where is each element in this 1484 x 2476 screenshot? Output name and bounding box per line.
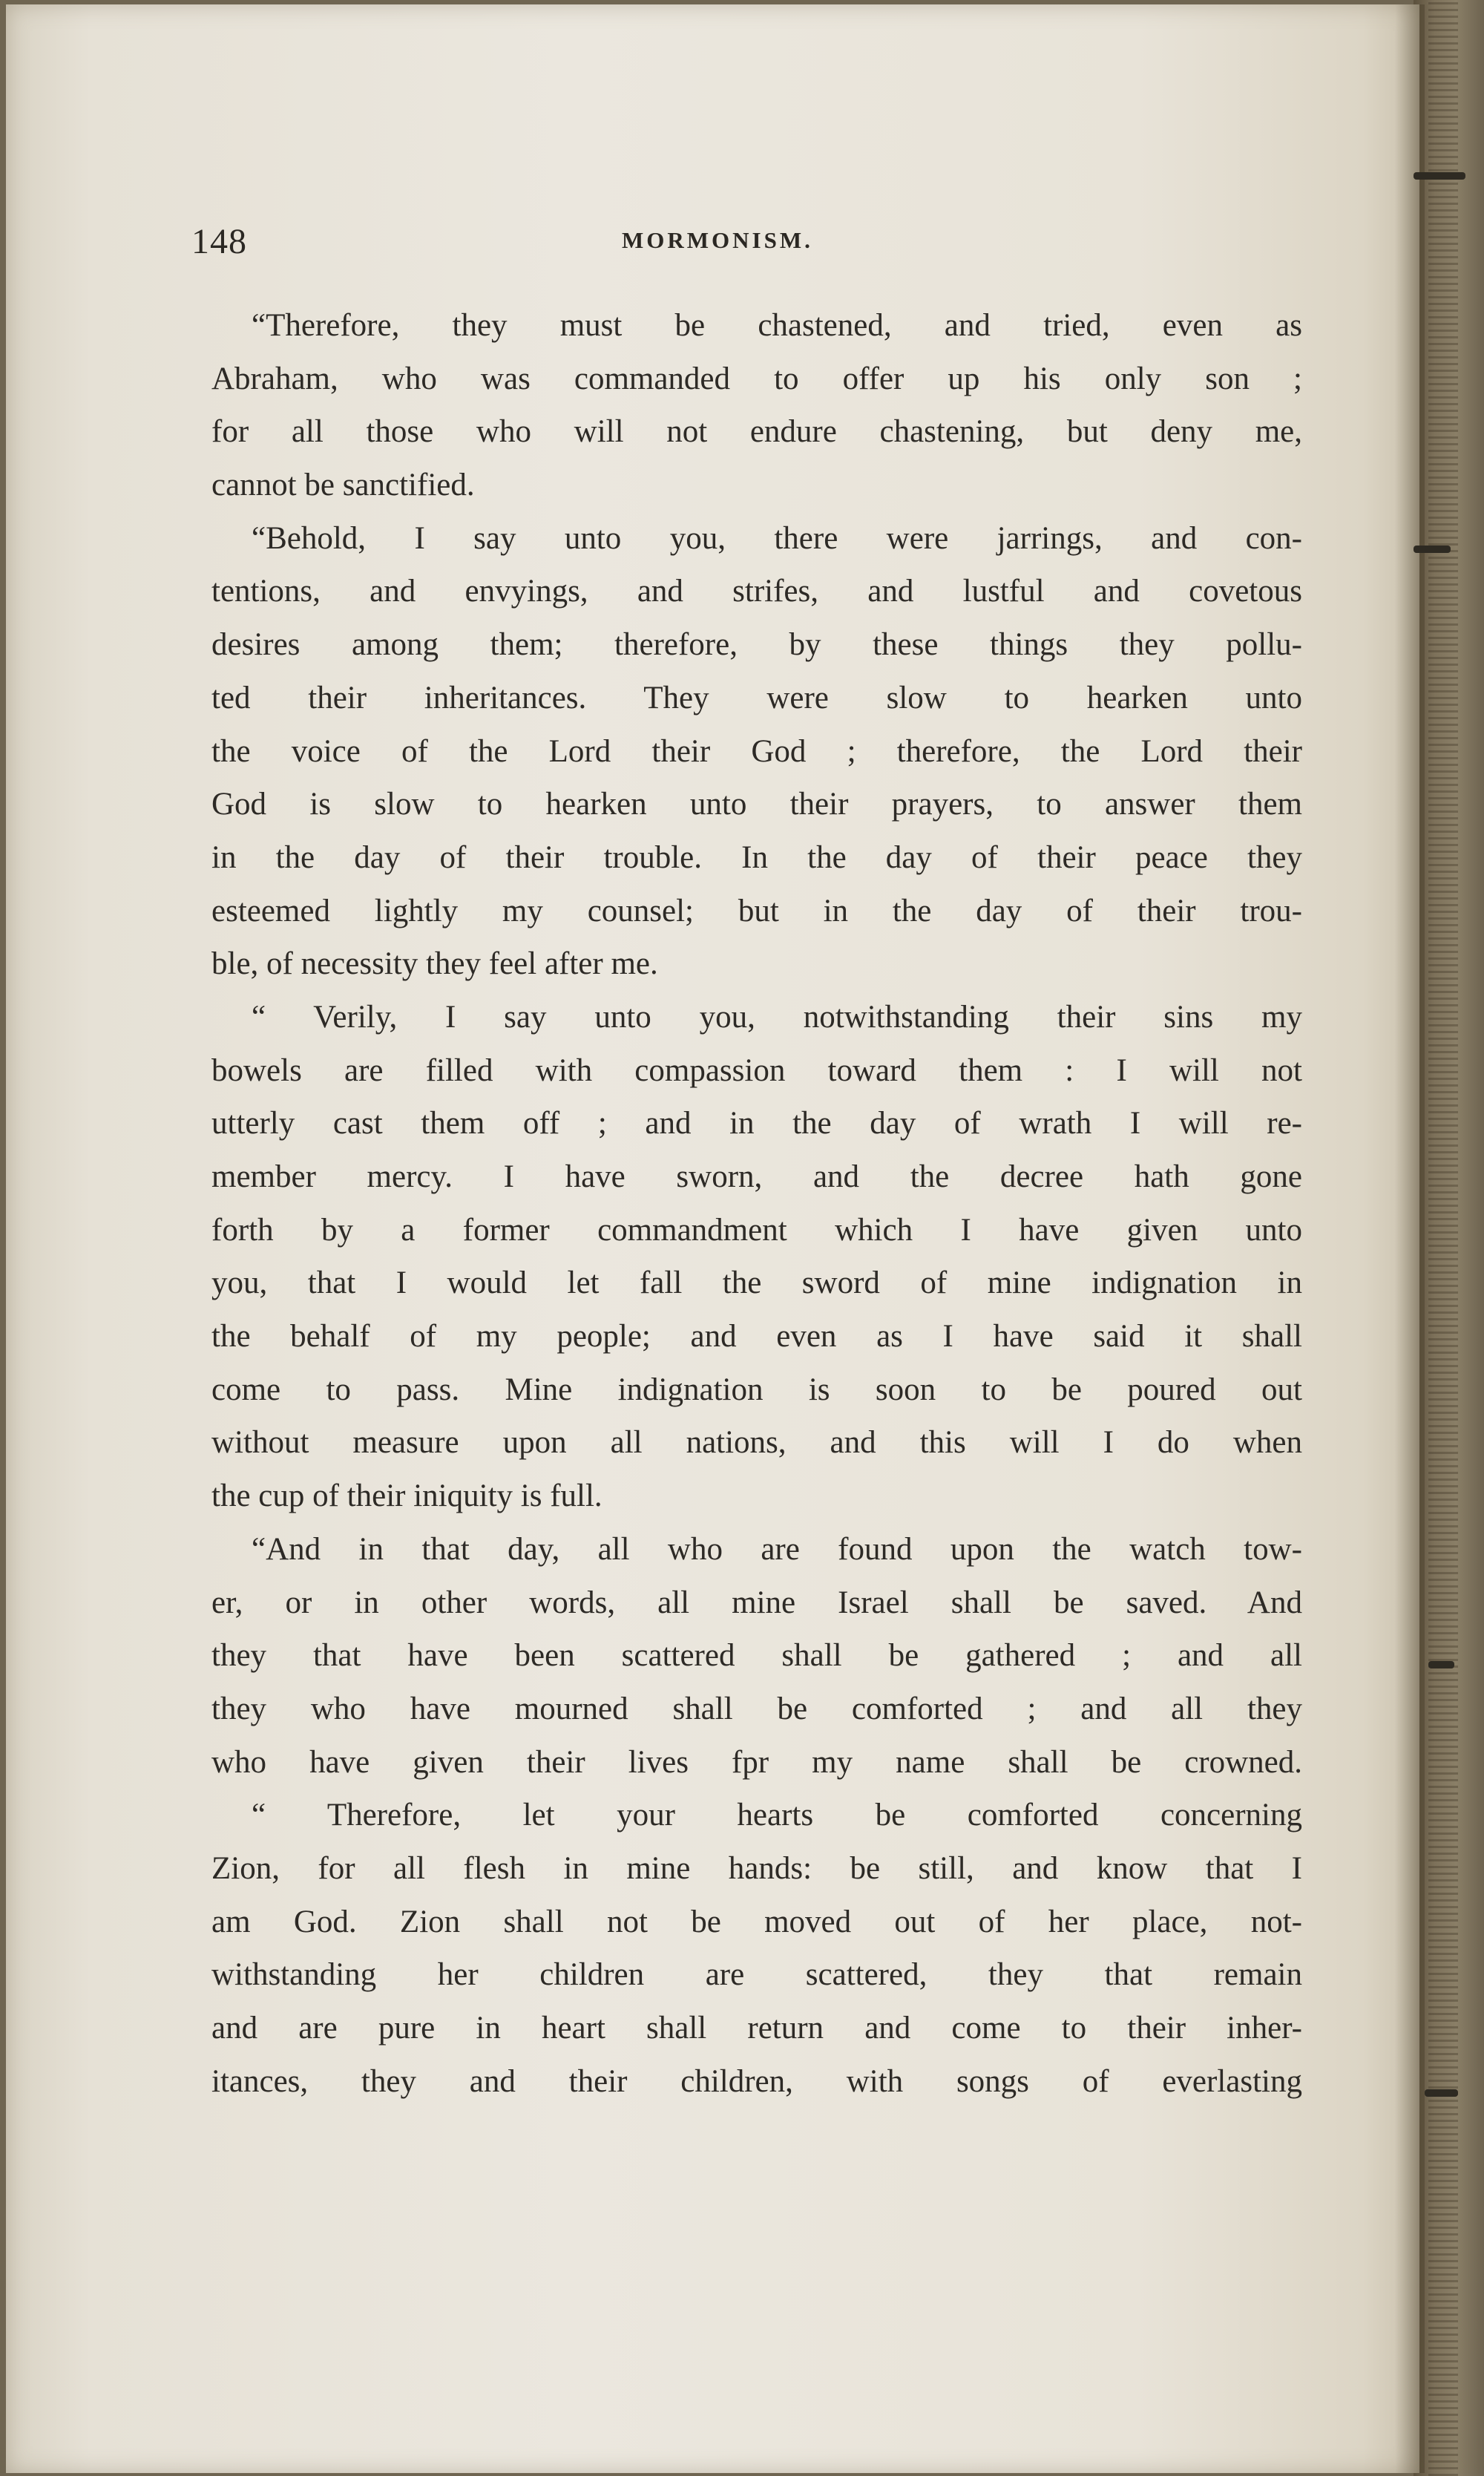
text-line: ble, of necessity they feel after me. bbox=[211, 946, 658, 982]
text-line: bowels are filled with compassion toward them : I will not bbox=[211, 1052, 1302, 1088]
text-line: who have given their lives fpr my name shall be crowned. bbox=[211, 1744, 1302, 1780]
text-line: without measure upon all nations, and this will I do when bbox=[211, 1425, 1302, 1461]
text-line: cannot be sanctified. bbox=[211, 468, 475, 503]
binding-stitch bbox=[1414, 172, 1465, 180]
text-line: itances, they and their children, with songs of everlasting bbox=[211, 2063, 1302, 2099]
text-line: forth by a former commandment which I have given unto bbox=[211, 1212, 1302, 1248]
text-line: esteemed lightly my counsel; but in the day of their trou- bbox=[211, 893, 1302, 929]
text-line: they that have been scattered shall be gathered ; and all bbox=[211, 1638, 1302, 1674]
text-line: desires among them; therefore, by these things they pollu- bbox=[211, 627, 1302, 663]
text-line: “ Verily, I say unto you, notwithstanding their sins my bbox=[252, 999, 1302, 1035]
body-text bbox=[211, 299, 1302, 2108]
binding-stitch bbox=[1428, 1661, 1454, 1668]
text-line: and are pure in heart shall return and come to their inher- bbox=[211, 2011, 1302, 2046]
text-line: Zion, for all flesh in mine hands: be still, and know that I bbox=[211, 1850, 1302, 1886]
text-line: member mercy. I have sworn, and the decree hath gone bbox=[211, 1159, 1302, 1194]
paragraph bbox=[211, 991, 1302, 1523]
text-line: “And in that day, all who are found upon the watch tow- bbox=[252, 1531, 1302, 1567]
text-line: er, or in other words, all mine Israel shall be saved. And bbox=[211, 1585, 1302, 1620]
text-line: the behalf of my people; and even as I have said it shall bbox=[211, 1319, 1302, 1355]
text-line: for all those who will not endure chastening, but deny me, bbox=[211, 414, 1302, 450]
text-line: God is slow to hearken unto their prayers, to answer them bbox=[211, 787, 1302, 822]
page-header bbox=[191, 221, 1304, 266]
text-line: tentions, and envyings, and strifes, and lustful and covetous bbox=[211, 574, 1302, 609]
paragraph bbox=[211, 1523, 1302, 1789]
text-line: ted their inheritances. They were slow to hearken unto bbox=[211, 680, 1302, 715]
text-line: the voice of the Lord their God ; therefore, the Lord their bbox=[211, 733, 1302, 769]
binding-stitch bbox=[1414, 546, 1451, 553]
text-line: come to pass. Mine indignation is soon to be poured out bbox=[211, 1372, 1302, 1407]
paragraph bbox=[211, 512, 1302, 991]
text-line: they who have mourned shall be comforted ; and all they bbox=[211, 1691, 1302, 1726]
text-line: utterly cast them off ; and in the day of wrath I will re- bbox=[211, 1106, 1302, 1142]
text-line: Abraham, who was commanded to offer up his only son ; bbox=[211, 361, 1302, 396]
text-line: the cup of their iniquity is full. bbox=[211, 1478, 603, 1514]
text-line: you, that I would let fall the sword of mine indignation in bbox=[211, 1265, 1302, 1301]
running-head: MORMONISM. bbox=[622, 227, 813, 253]
text-line: “Therefore, they must be chastened, and tried, even as bbox=[252, 308, 1302, 343]
text-line: “Behold, I say unto you, there were jarrings, and con- bbox=[252, 520, 1302, 556]
text-line: in the day of their trouble. In the day of their peace they bbox=[211, 839, 1302, 875]
gutter-shadow bbox=[1395, 4, 1425, 2473]
text-line: am God. Zion shall not be moved out of her place, not- bbox=[211, 1904, 1302, 1939]
binding-threads bbox=[1428, 0, 1458, 2476]
paragraph bbox=[211, 299, 1302, 512]
paragraph bbox=[211, 1789, 1302, 2108]
text-line: “ Therefore, let your hearts be comforted concerning bbox=[252, 1798, 1302, 1833]
binding-stitch bbox=[1425, 2089, 1458, 2097]
text-line: withstanding her children are scattered, they that remain bbox=[211, 1957, 1302, 1993]
page-number: 148 bbox=[191, 222, 247, 261]
